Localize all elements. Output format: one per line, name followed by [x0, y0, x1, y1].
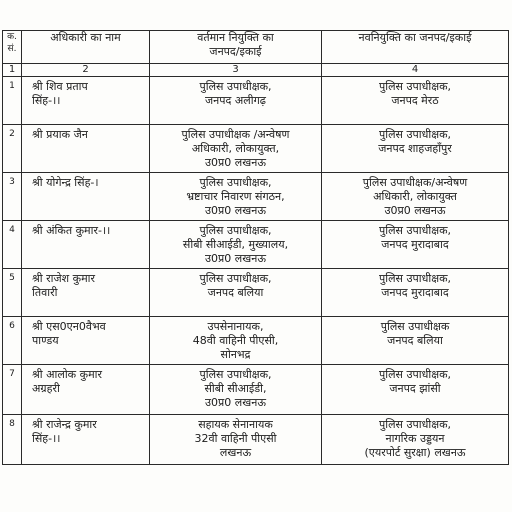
transfer-orders-table — [2, 30, 509, 465]
table-row — [3, 317, 509, 365]
column-number: 3 — [150, 64, 322, 77]
table-row — [3, 269, 509, 317]
serial-cell: 3 — [3, 173, 22, 221]
table-row — [3, 125, 509, 173]
serial-cell: 1 — [3, 77, 22, 125]
new-posting-cell: पुलिस उपाधीक्षक, जनपद मेरठ — [322, 77, 509, 125]
current-posting-cell: पुलिस उपाधीक्षक, जनपद बलिया — [150, 269, 322, 317]
serial-cell: 8 — [3, 415, 22, 465]
header-officer-name: अधिकारी का नाम — [22, 31, 150, 64]
column-number: 1 — [3, 64, 22, 77]
current-posting-cell: पुलिस उपाधीक्षक, जनपद अलीगढ़ — [150, 77, 322, 125]
officer-name-cell: श्री शिव प्रताप सिंह-।। — [22, 77, 150, 125]
officer-name-cell: श्री राजेन्द्र कुमार सिंह-।। — [22, 415, 150, 465]
current-posting-cell: पुलिस उपाधीक्षक, सीबी सीआईडी, उ0प्र0 लखनऊ — [150, 365, 322, 415]
column-number-row — [3, 64, 509, 77]
table-row — [3, 173, 509, 221]
header-current-posting: वर्तमान नियुक्ति का जनपद/इकाई — [150, 31, 322, 64]
column-number: 4 — [322, 64, 509, 77]
officer-name-cell: श्री आलोक कुमार अग्रहरी — [22, 365, 150, 415]
current-posting-cell: पुलिस उपाधीक्षक /अन्वेषण अधिकारी, लोकायुक्त, उ0प्र0 लखनऊ — [150, 125, 322, 173]
table-row — [3, 415, 509, 465]
header-serial: क. सं. — [3, 31, 22, 64]
table-row — [3, 77, 509, 125]
serial-cell: 6 — [3, 317, 22, 365]
new-posting-cell: पुलिस उपाधीक्षक, जनपद शाहजहाँपुर — [322, 125, 509, 173]
new-posting-cell: पुलिस उपाधीक्षक जनपद बलिया — [322, 317, 509, 365]
officer-name-cell: श्री एस0एन0वैभव पाण्डय — [22, 317, 150, 365]
column-number: 2 — [22, 64, 150, 77]
new-posting-cell: पुलिस उपाधीक्षक, जनपद मुरादाबाद — [322, 269, 509, 317]
current-posting-cell: पुलिस उपाधीक्षक, भ्रष्टाचार निवारण संगठन, उ0प्र0 लखनऊ — [150, 173, 322, 221]
new-posting-cell: पुलिस उपाधीक्षक, जनपद झांसी — [322, 365, 509, 415]
serial-cell: 5 — [3, 269, 22, 317]
table-row — [3, 365, 509, 415]
new-posting-cell: पुलिस उपाधीक्षक, जनपद मुरादाबाद — [322, 221, 509, 269]
table-row — [3, 221, 509, 269]
officer-name-cell: श्री योगेन्द्र सिंह-। — [22, 173, 150, 221]
serial-cell: 7 — [3, 365, 22, 415]
new-posting-cell: पुलिस उपाधीक्षक, नागरिक उड्डयन (एयरपोर्ट सुरक्षा) लखनऊ — [322, 415, 509, 465]
header-new-posting: नवनियुक्ति का जनपद/इकाई — [322, 31, 509, 64]
officer-name-cell: श्री राजेश कुमार तिवारी — [22, 269, 150, 317]
officer-name-cell: श्री अंकित कुमार-।। — [22, 221, 150, 269]
current-posting-cell: पुलिस उपाधीक्षक, सीबी सीआईडी, मुख्यालय, उ0प्र0 लखनऊ — [150, 221, 322, 269]
officer-name-cell: श्री प्रयाक जैन — [22, 125, 150, 173]
current-posting-cell: सहायक सेनानायक 32वी वाहिनी पीएसी लखनऊ — [150, 415, 322, 465]
new-posting-cell: पुलिस उपाधीक्षक/अन्वेषण अधिकारी, लोकायुक्त उ0प्र0 लखनऊ — [322, 173, 509, 221]
serial-cell: 4 — [3, 221, 22, 269]
header-row — [3, 31, 509, 64]
serial-cell: 2 — [3, 125, 22, 173]
current-posting-cell: उपसेनानायक, 48वी वाहिनी पीएसी, सोनभद्र — [150, 317, 322, 365]
